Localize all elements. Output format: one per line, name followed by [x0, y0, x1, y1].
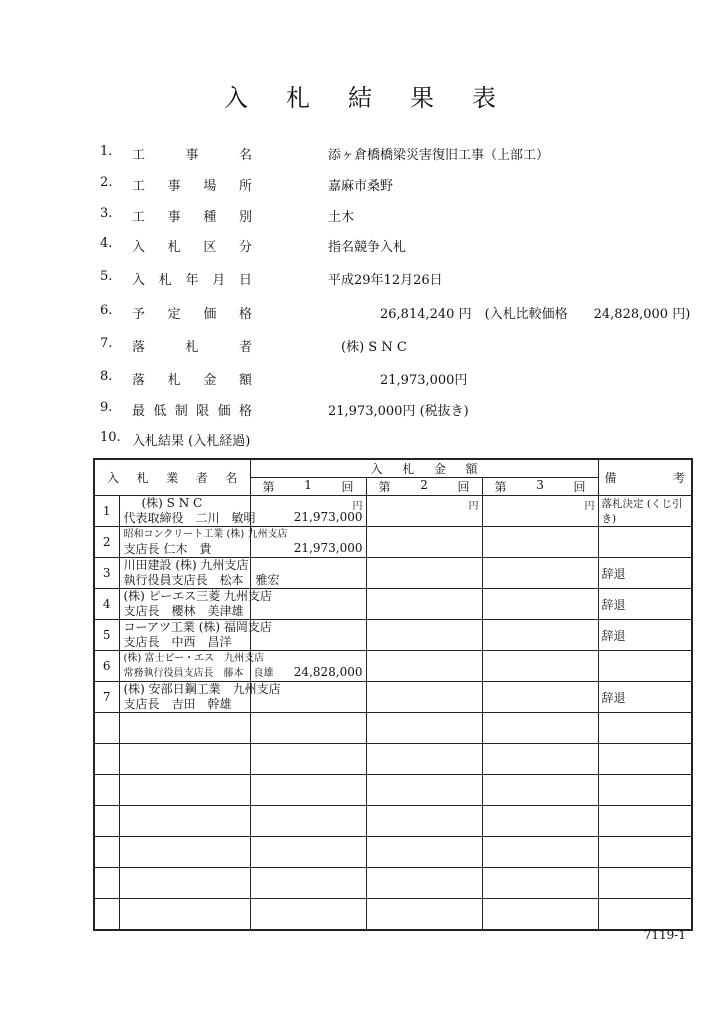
- info-label-char: 価: [217, 404, 231, 419]
- header-amount-char: 金: [433, 462, 446, 476]
- header-remarks: [599, 469, 692, 486]
- empty-cell: [94, 775, 119, 806]
- empty-cell: [119, 868, 250, 899]
- info-label-char: 落: [132, 340, 146, 355]
- empty-cell: [250, 713, 366, 744]
- empty-cell: [250, 868, 366, 899]
- bidder-name: [119, 589, 273, 620]
- info-label-char: 入: [132, 240, 146, 255]
- empty-cell: [250, 837, 366, 868]
- empty-cell: [598, 837, 692, 868]
- bid-amount-value: 24,828,000: [293, 665, 363, 679]
- info-label: [132, 236, 252, 255]
- bidder-representative: 支店長 吉田 幹雄: [123, 697, 232, 711]
- bid-amount-value: 21,973,000: [293, 510, 363, 524]
- empty-row: [94, 899, 692, 931]
- empty-cell: [250, 744, 366, 775]
- table-row: [94, 651, 692, 682]
- bid-amount-round-1: [250, 589, 366, 620]
- info-label-char: 日: [238, 273, 252, 288]
- empty-cell: [482, 806, 598, 837]
- header-amount-char: 額: [465, 462, 478, 476]
- empty-cell: [119, 713, 250, 744]
- title-char: 札: [286, 84, 310, 112]
- empty-cell: [482, 899, 598, 931]
- empty-cell: [366, 744, 482, 775]
- info-label-char: 限: [196, 404, 210, 419]
- bid-results-table: [93, 458, 693, 931]
- empty-cell: [366, 713, 482, 744]
- info-label-char: 定: [167, 307, 181, 322]
- info-label: [132, 336, 252, 355]
- info-label: [132, 175, 252, 194]
- empty-row: [94, 713, 692, 744]
- empty-cell: [94, 868, 119, 899]
- bidder-name: [119, 682, 281, 713]
- info-label-char: 低: [153, 404, 167, 419]
- info-value: 嘉麻市桑野: [328, 179, 394, 194]
- bid-amount-round-1: [250, 651, 366, 682]
- remark: [598, 651, 692, 682]
- row-number: 2: [94, 527, 119, 558]
- empty-cell: [482, 868, 598, 899]
- info-label-char: 工: [132, 210, 146, 225]
- table-row: [94, 589, 692, 620]
- table-row: [94, 682, 692, 713]
- empty-cell: [366, 775, 482, 806]
- empty-cell: [250, 899, 366, 931]
- title-char: 結: [348, 84, 372, 112]
- bid-amount-round-2: [366, 527, 482, 558]
- bid-amount-round-2: [366, 620, 482, 651]
- bid-amount-value: 21,973,000: [293, 541, 363, 555]
- header-round-char: 3: [536, 478, 544, 492]
- title-char: 果: [410, 84, 434, 112]
- info-label-char: 分: [238, 240, 252, 255]
- info-value: (株) S N C: [328, 340, 407, 355]
- table-row: [94, 527, 692, 558]
- empty-cell: [482, 744, 598, 775]
- empty-row: [94, 775, 692, 806]
- bid-amount-round-3: [482, 651, 598, 682]
- info-number: 1.: [100, 144, 113, 159]
- info-label-char: 工: [132, 179, 146, 194]
- header-bidder-char: 入: [107, 471, 120, 485]
- empty-cell: [94, 837, 119, 868]
- bidder-representative: 支店長 中西 昌洋: [123, 635, 232, 649]
- header-round-char: 回: [457, 480, 470, 494]
- info-label-char: 札: [185, 340, 199, 355]
- info-label: [132, 430, 250, 449]
- table-row: [94, 496, 692, 527]
- empty-cell: [366, 868, 482, 899]
- empty-cell: [598, 744, 692, 775]
- info-label: [132, 369, 252, 388]
- bidder-representative: 支店長 仁木 貴: [123, 542, 212, 556]
- header-amount-char: 入: [370, 462, 383, 476]
- remark: 辞退: [598, 558, 692, 589]
- bid-amount-round-3: [482, 620, 598, 651]
- bid-amount-round-2: [366, 682, 482, 713]
- empty-cell: [366, 806, 482, 837]
- empty-cell: [119, 775, 250, 806]
- empty-cell: [366, 837, 482, 868]
- bidder-representative: 執行役員支店長 松本 雅宏: [123, 573, 280, 587]
- bidder-company: コーアツ工業 (株) 福岡支店: [123, 620, 272, 634]
- empty-row: [94, 868, 692, 899]
- info-label-char: 格: [238, 404, 252, 419]
- header-amount: [251, 460, 598, 477]
- info-label-char: 札: [158, 273, 172, 288]
- empty-cell: [94, 713, 119, 744]
- info-label: [132, 269, 252, 288]
- row-number: 3: [94, 558, 119, 589]
- info-label-char: 予: [132, 307, 146, 322]
- yen-unit: 円: [468, 501, 479, 512]
- empty-cell: [598, 899, 692, 931]
- info-label-char: 者: [238, 340, 252, 355]
- info-label-char: 価: [203, 307, 217, 322]
- bidder-name: [119, 558, 280, 589]
- empty-cell: [598, 713, 692, 744]
- bidder-company: (株) 安部日鋼工業 九州支店: [123, 682, 281, 696]
- info-label-char: 工: [132, 148, 146, 163]
- header-bidder-char: 者: [195, 471, 208, 485]
- info-number: 10.: [100, 430, 121, 445]
- bid-amount-round-1: [250, 682, 366, 713]
- info-label-char: 入札結果 (入札経過): [132, 434, 251, 449]
- remark: 落札決定 (くじ引き): [598, 496, 692, 527]
- info-label-char: 場: [203, 179, 217, 194]
- info-number: 9.: [100, 400, 113, 415]
- info-number: 3.: [100, 206, 113, 221]
- info-label-char: 入: [132, 273, 146, 288]
- info-number: 6.: [100, 303, 113, 318]
- empty-cell: [119, 899, 250, 931]
- info-label-char: 年: [185, 273, 199, 288]
- empty-cell: [482, 775, 598, 806]
- info-label-char: 種: [203, 210, 217, 225]
- info-value: 26,814,240 円 (入札比較価格 24,828,000 円): [328, 307, 691, 322]
- header-round: [251, 478, 366, 495]
- yen-unit: 円: [352, 501, 363, 512]
- info-label-char: 制: [174, 404, 188, 419]
- info-label: [132, 144, 252, 163]
- info-value: 添ヶ倉橋橋梁災害復旧工事（上部工）: [328, 148, 550, 163]
- bidder-company: (株) S N C: [141, 496, 203, 510]
- bid-amount-round-1: [250, 620, 366, 651]
- empty-cell: [598, 806, 692, 837]
- info-label-char: 札: [167, 240, 181, 255]
- row-number: 7: [94, 682, 119, 713]
- bid-amount-round-2: [366, 651, 482, 682]
- header-round: [483, 478, 598, 495]
- header-round-char: 第: [378, 480, 391, 494]
- info-value: 21,973,000円 (税抜き): [328, 404, 469, 419]
- info-number: 5.: [100, 269, 113, 284]
- header-bidder-char: 名: [225, 471, 238, 485]
- info-label-char: 別: [238, 210, 252, 225]
- bid-amount-round-2: [366, 589, 482, 620]
- bid-amount-round-3: [482, 682, 598, 713]
- empty-cell: [482, 713, 598, 744]
- empty-row: [94, 837, 692, 868]
- header-round-char: 第: [494, 480, 507, 494]
- info-label: [132, 206, 252, 225]
- empty-cell: [94, 899, 119, 931]
- row-number: 6: [94, 651, 119, 682]
- title-char: 入: [224, 84, 248, 112]
- info-number: 8.: [100, 369, 113, 384]
- empty-cell: [119, 744, 250, 775]
- empty-cell: [598, 775, 692, 806]
- info-number: 2.: [100, 175, 113, 190]
- bidder-representative: 常務執行役員支店長 藤本 良雄: [123, 668, 274, 679]
- info-label: [132, 303, 252, 322]
- bidder-name: [119, 527, 288, 558]
- remark: [598, 527, 692, 558]
- info-label-char: 事: [167, 179, 181, 194]
- header-round-char: 2: [420, 478, 428, 492]
- info-label-char: 事: [167, 210, 181, 225]
- bid-amount-round-3: [482, 527, 598, 558]
- header-amount-char: 札: [402, 462, 415, 476]
- empty-cell: [94, 744, 119, 775]
- empty-cell: [119, 837, 250, 868]
- header-bidder: [95, 469, 250, 486]
- header-round-char: 1: [304, 478, 312, 492]
- bidder-company: 昭和コンクリート工業 (株) 九州支店: [123, 529, 288, 540]
- bid-amount-round-3: [482, 496, 598, 527]
- document-title: [0, 78, 720, 113]
- info-label-char: 格: [238, 307, 252, 322]
- bidder-company: 川田建設 (株) 九州支店: [123, 558, 249, 572]
- bidder-company: (株) ピーエス三菱 九州支店: [123, 589, 273, 603]
- title-char: 表: [472, 84, 496, 112]
- info-number: 7.: [100, 336, 113, 351]
- bidder-name: [119, 651, 274, 682]
- row-number: 1: [94, 496, 119, 527]
- bid-amount-round-2: [366, 558, 482, 589]
- bidder-name: [119, 620, 272, 651]
- page-code: 7119-1: [643, 928, 686, 942]
- info-value: 土木: [328, 210, 355, 225]
- row-number: 5: [94, 620, 119, 651]
- info-label-char: 金: [203, 373, 217, 388]
- bid-amount-round-3: [482, 589, 598, 620]
- empty-cell: [598, 868, 692, 899]
- remark: 辞退: [598, 589, 692, 620]
- header-round-char: 回: [341, 480, 354, 494]
- remark: 辞退: [598, 620, 692, 651]
- info-label-char: 落: [132, 373, 146, 388]
- info-label-char: 札: [167, 373, 181, 388]
- header-bidder-char: 業: [166, 471, 179, 485]
- empty-cell: [250, 806, 366, 837]
- bid-amount-round-1: [250, 496, 366, 527]
- remark: 辞退: [598, 682, 692, 713]
- empty-cell: [94, 806, 119, 837]
- info-label-char: 名: [238, 148, 252, 163]
- info-label-char: 額: [238, 373, 252, 388]
- info-value: 21,973,000円: [328, 373, 468, 388]
- info-label: [132, 400, 252, 419]
- info-value: 指名競争入札: [328, 240, 407, 255]
- bid-amount-round-3: [482, 558, 598, 589]
- empty-row: [94, 744, 692, 775]
- info-label-char: 区: [203, 240, 217, 255]
- empty-cell: [482, 837, 598, 868]
- empty-cell: [119, 806, 250, 837]
- header-round-char: 第: [262, 480, 275, 494]
- bidder-company: (株) 富士ピー・エス 九州支店: [123, 653, 265, 664]
- header-bidder-char: 札: [136, 471, 149, 485]
- empty-cell: [366, 899, 482, 931]
- empty-cell: [250, 775, 366, 806]
- yen-unit: 円: [584, 501, 595, 512]
- bidder-representative: 代表取締役 二川 敏明: [123, 511, 256, 525]
- bid-amount-round-1: [250, 527, 366, 558]
- info-number: 4.: [100, 236, 113, 251]
- header-remarks-char: 備: [604, 471, 617, 485]
- info-label-char: 所: [238, 179, 252, 194]
- info-value: 平成29年12月26日: [328, 273, 443, 288]
- bidder-representative: 支店長 櫻林 美津雄: [123, 604, 244, 618]
- table-row: [94, 558, 692, 589]
- info-label-char: 最: [132, 404, 146, 419]
- header-round-char: 回: [573, 480, 586, 494]
- info-label-char: 月: [212, 273, 226, 288]
- row-number: 4: [94, 589, 119, 620]
- bid-amount-round-1: [250, 558, 366, 589]
- bidder-name: [119, 496, 256, 527]
- header-remarks-char: 考: [673, 471, 686, 485]
- info-label-char: 事: [185, 148, 199, 163]
- header-round: [367, 478, 482, 495]
- bid-amount-round-2: [366, 496, 482, 527]
- empty-row: [94, 806, 692, 837]
- table-row: [94, 620, 692, 651]
